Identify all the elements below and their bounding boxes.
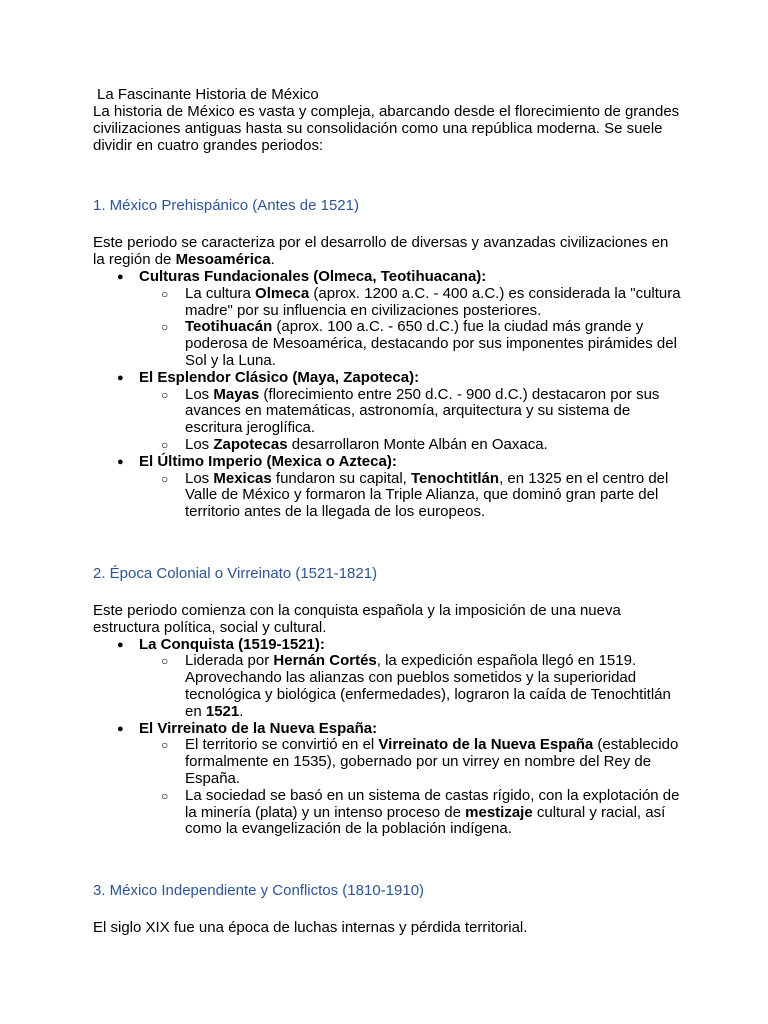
- item-text: cultural y racial, así como la evangelización de la población indígena.: [185, 803, 666, 838]
- section-heading: 1. México Prehispánico (Antes de 1521): [93, 197, 359, 215]
- section-prehispanic: [93, 197, 683, 521]
- item-bold: Mayas: [213, 385, 260, 403]
- item-text: Los: [185, 469, 214, 487]
- lead-bold: Mesoamérica: [175, 251, 271, 269]
- document-page: [93, 86, 683, 937]
- list-item: [161, 469, 683, 521]
- list-item: [161, 786, 683, 838]
- bullet-marker: ●: [117, 455, 124, 468]
- sub-marker: ○: [161, 387, 169, 402]
- lead-text: Este periodo comienza con la conquista española y la imposición de una nueva estructura política, social y cultural.: [93, 601, 621, 636]
- item-text: La sociedad se basó en un sistema de castas rígido, con la explotación de la minería (plata) y un intenso proceso de: [185, 786, 680, 821]
- sub-marker: ○: [161, 654, 169, 669]
- section-lead: [93, 920, 683, 937]
- lead-text: Este periodo se caracteriza por el desarrollo de diversas y avanzadas civilizaciones en la región de: [93, 234, 669, 269]
- item-bold: 1521: [205, 702, 240, 720]
- section-colonial: [93, 565, 683, 838]
- lead-text: .: [270, 251, 275, 269]
- item-text: .: [239, 702, 244, 720]
- list-item: [161, 435, 683, 454]
- bullet-label: Culturas Fundacionales (Olmeca, Teotihuacana):: [139, 267, 487, 285]
- item-text: (establecido formalmente en 1535), gobernado por un virrey en nombre del Rey de España.: [185, 736, 679, 787]
- item-bold: mestizaje: [465, 803, 533, 821]
- list-item: [117, 719, 683, 839]
- section-lead: [93, 603, 683, 637]
- section-heading: 3. México Independiente y Conflictos (1810-1910): [93, 882, 425, 900]
- bullet-marker: ●: [117, 722, 124, 735]
- sub-list: [139, 387, 683, 454]
- item-text: fundaron su capital,: [271, 469, 411, 487]
- item-text: (aprox. 1200 a.C. - 400 a.C.) es considerada la "cultura madre" por su influencia en civilizaciones posteriores.: [185, 284, 681, 319]
- list-item: [117, 267, 683, 370]
- sub-list: [139, 653, 683, 720]
- item-bold: Hernán Cortés: [273, 652, 377, 670]
- item-text: Liderada por: [185, 652, 274, 670]
- list-item: [117, 368, 683, 454]
- list-item: [161, 318, 683, 369]
- bullet-list: [93, 269, 683, 521]
- item-text: (aprox. 100 a.C. - 650 d.C.) fue la ciudad más grande y poderosa de Mesoamérica, destacando por sus imponentes pirámides del Sol y la Luna.: [185, 318, 677, 369]
- list-item: [117, 635, 683, 721]
- sub-marker: ○: [161, 788, 169, 803]
- bullet-label: El Esplendor Clásico (Maya, Zapoteca):: [139, 368, 420, 386]
- list-item: [161, 284, 683, 320]
- sub-list: [139, 471, 683, 521]
- item-bold: Olmeca: [255, 284, 310, 302]
- bullet-marker: ●: [117, 371, 124, 384]
- sub-marker: ○: [161, 437, 169, 452]
- item-text: , la expedición española llegó en 1519. Aprovechando las alianzas con pueblos sometidos y la superioridad tecnológica y biológica (enfermedades), lograron la caída de Tenochtitlán en: [185, 652, 671, 720]
- document-title: La Fascinante Historia de México: [97, 86, 319, 103]
- item-bold: Virreinato de la Nueva España: [378, 736, 594, 754]
- document-intro: La historia de México es vasta y compleja, abarcando desde el florecimiento de grandes civilizaciones antiguas hasta su consolidación como una república moderna. Se suele dividir en cuatro grandes periodos:: [93, 103, 680, 154]
- item-text: El territorio se convirtió en el: [185, 736, 379, 754]
- sub-list: [139, 737, 683, 838]
- lead-text: El siglo XIX fue una época de luchas internas y pérdida territorial.: [93, 919, 528, 937]
- bullet-marker: ●: [117, 270, 124, 283]
- item-text: La cultura: [185, 284, 256, 302]
- sub-list: [139, 286, 683, 370]
- item-text: desarrollaron Monte Albán en Oaxaca.: [287, 435, 548, 453]
- sub-marker: ○: [161, 471, 169, 486]
- section-heading: 2. Época Colonial o Virreinato (1521-1821): [93, 564, 378, 582]
- item-text: Los: [185, 385, 214, 403]
- section-independent: [93, 882, 683, 937]
- sub-marker: ○: [161, 738, 169, 753]
- bullet-label: El Último Imperio (Mexica o Azteca):: [139, 452, 397, 470]
- item-bold: Tenochtitlán: [411, 469, 500, 487]
- item-text: , en 1325 en el centro del Valle de México y formaron la Triple Alianza, que dominó gran parte del territorio antes de la llegada de los europeos.: [185, 469, 669, 521]
- list-item: [117, 452, 683, 521]
- item-bold: Zapotecas: [213, 435, 288, 453]
- item-bold: Mexicas: [213, 469, 272, 487]
- item-text: Los: [185, 435, 214, 453]
- sub-marker: ○: [161, 286, 169, 301]
- item-bold: Teotihuacán: [185, 318, 273, 336]
- list-item: [161, 736, 683, 787]
- bullet-list: [93, 637, 683, 839]
- bullet-marker: ●: [117, 638, 124, 651]
- list-item: [161, 385, 683, 437]
- sub-marker: ○: [161, 320, 169, 335]
- section-lead: [93, 235, 683, 269]
- list-item: [161, 652, 683, 720]
- bullet-label: El Virreinato de la Nueva España:: [139, 719, 378, 737]
- item-text: (florecimiento entre 250 d.C. - 900 d.C.) destacaron por sus avances en matemáticas, astronomía, arquitectura y su sistema de escritura jeroglífica.: [185, 385, 660, 437]
- bullet-label: La Conquista (1519-1521):: [139, 635, 325, 653]
